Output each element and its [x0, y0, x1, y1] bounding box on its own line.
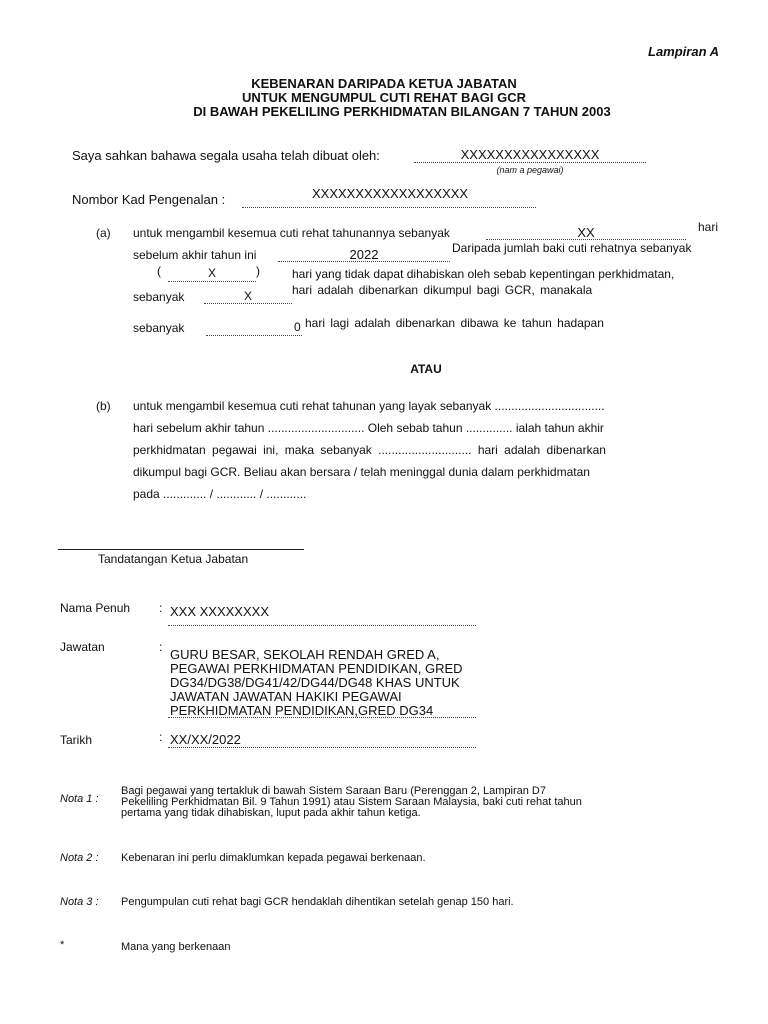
section-a-year-value: 2022: [349, 247, 379, 262]
jawatan-line: PERKHIDMATAN PENDIDIKAN,GRED DG34: [170, 703, 434, 718]
nota1-text: [121, 786, 582, 819]
section-a-line5: hari lagi adalah dibenarkan dibawa ke tahun hadapan: [305, 316, 604, 330]
tarikh-colon: :: [159, 730, 163, 744]
section-b-line4: dikumpul bagi GCR. Beliau akan bersara / telah meninggal dunia dalam perkhidmatan: [133, 465, 590, 479]
lampiran-label: Lampiran A: [648, 44, 720, 59]
section-a-line4: hari adalah dibenarkan dikumpul bagi GCR, manakala: [292, 283, 593, 297]
certify-underline: [414, 162, 646, 163]
jawatan-colon: :: [159, 640, 163, 654]
nota1-label: Nota 1 :: [60, 793, 99, 805]
ic-underline: [242, 207, 536, 208]
section-a-sebanyak-2-value: 0: [294, 320, 301, 334]
section-a-sebanyak-1-value: X: [243, 289, 252, 303]
nama-colon: :: [159, 601, 163, 615]
title-line-2: UNTUK MENGUMPUL CUTI REHAT BAGI GCR: [241, 90, 527, 105]
nota3-label: Nota 3 :: [60, 896, 99, 908]
section-a-hari: hari: [698, 220, 719, 234]
title-line-3: DI BAWAH PEKELILING PERKHIDMATAN BILANGAN 7 TAHUN 2003: [193, 104, 611, 119]
section-b-marker: (b): [96, 399, 111, 413]
nota3-text: Pengumpulan cuti rehat bagi GCR hendaklah dihentikan setelah genap 150 hari.: [121, 896, 514, 908]
section-a-days-value: XX: [577, 225, 595, 240]
section-a-line2b: Daripada jumlah baki cuti rehatnya sebanyak: [452, 241, 692, 255]
section-a-sebanyak-2: sebanyak: [133, 321, 185, 335]
nama-label: Nama Penuh: [60, 601, 131, 615]
section-a-sebanyak-1-underline: [204, 303, 292, 304]
jawatan-line: GURU BESAR, SEKOLAH RENDAH GRED A,: [170, 647, 440, 662]
section-b-line1: untuk mengambil kesemua cuti rehat tahunan yang layak sebanyak .................................: [133, 399, 605, 413]
atau-label: ATAU: [410, 362, 442, 376]
jawatan-value: [170, 648, 463, 718]
section-a-sebanyak-2-underline: [206, 335, 302, 336]
jawatan-line: PEGAWAI PERKHIDMATAN PENDIDIKAN, GRED: [170, 661, 463, 676]
star-marker: *: [60, 939, 65, 951]
section-b-line5: pada ............. / ............ / ............: [133, 487, 307, 501]
nama-value: XXX XXXXXXXX: [170, 604, 269, 619]
section-a-sebanyak-1: sebanyak: [133, 290, 185, 304]
jawatan-underline: [168, 717, 476, 718]
jawatan-line: JAWATAN JAWATAN HAKIKI PEGAWAI: [170, 689, 402, 704]
section-a-line2: sebelum akhir tahun ini: [133, 248, 257, 262]
certify-value: XXXXXXXXXXXXXXXX: [460, 147, 600, 162]
tarikh-value: XX/XX/2022: [170, 732, 241, 747]
section-a-line3: hari yang tidak dapat dihabiskan oleh sebab kepentingan perkhidmatan,: [292, 267, 675, 281]
ic-value: XXXXXXXXXXXXXXXXXX: [312, 186, 469, 201]
nota2-text: Kebenaran ini perlu dimaklumkan kepada pegawai berkenaan.: [121, 852, 426, 864]
nota1-line: Bagi pegawai yang tertakluk di bawah Sistem Saraan Baru (Perenggan 2, Lampiran D7: [121, 785, 546, 797]
certify-label: Saya sahkan bahawa segala usaha telah dibuat oleh:: [72, 148, 380, 163]
nota1-line: Pekeliling Perkhidmatan Bil. 9 Tahun 1991) atau Sistem Saraan Malaysia, baki cuti rehat tahun: [121, 796, 582, 808]
section-b-line3: perkhidmatan pegawai ini, maka sebanyak ............................ hari adalah dibenarkan: [133, 443, 606, 457]
star-text: Mana yang berkenaan: [121, 941, 231, 953]
section-a-paren-underline: [168, 281, 256, 282]
signature-line: [58, 549, 304, 550]
section-a-paren-close: ): [256, 264, 260, 278]
nota2-label: Nota 2 :: [60, 852, 99, 864]
jawatan-line: DG34/DG38/DG41/42/DG44/DG48 KHAS UNTUK: [170, 675, 460, 690]
nama-underline: [168, 625, 476, 626]
section-a-year-underline: [278, 261, 450, 262]
section-b-line2: hari sebelum akhir tahun ............................. Oleh sebab tahun .............. ialah tahun akhir: [133, 421, 604, 435]
title-line-1: KEBENARAN DARIPADA KETUA JABATAN: [251, 76, 517, 91]
section-a-days-underline: [486, 239, 686, 240]
signature-label: Tandatangan Ketua Jabatan: [98, 552, 249, 566]
section-a-paren-value: X: [207, 266, 216, 280]
section-a-line1: untuk mengambil kesemua cuti rehat tahunannya sebanyak: [133, 226, 450, 240]
certify-caption: (nam a pegawai): [496, 165, 564, 175]
tarikh-underline: [168, 747, 476, 748]
section-a-marker: (a): [96, 226, 111, 240]
tarikh-label: Tarikh: [60, 733, 93, 747]
ic-label: Nombor Kad Pengenalan :: [72, 192, 226, 207]
jawatan-label: Jawatan: [60, 640, 105, 654]
nota1-line: pertama yang tidak dihabiskan, luput pada akhir tahun ketiga.: [121, 807, 421, 819]
section-a-paren-open: (: [157, 264, 161, 278]
